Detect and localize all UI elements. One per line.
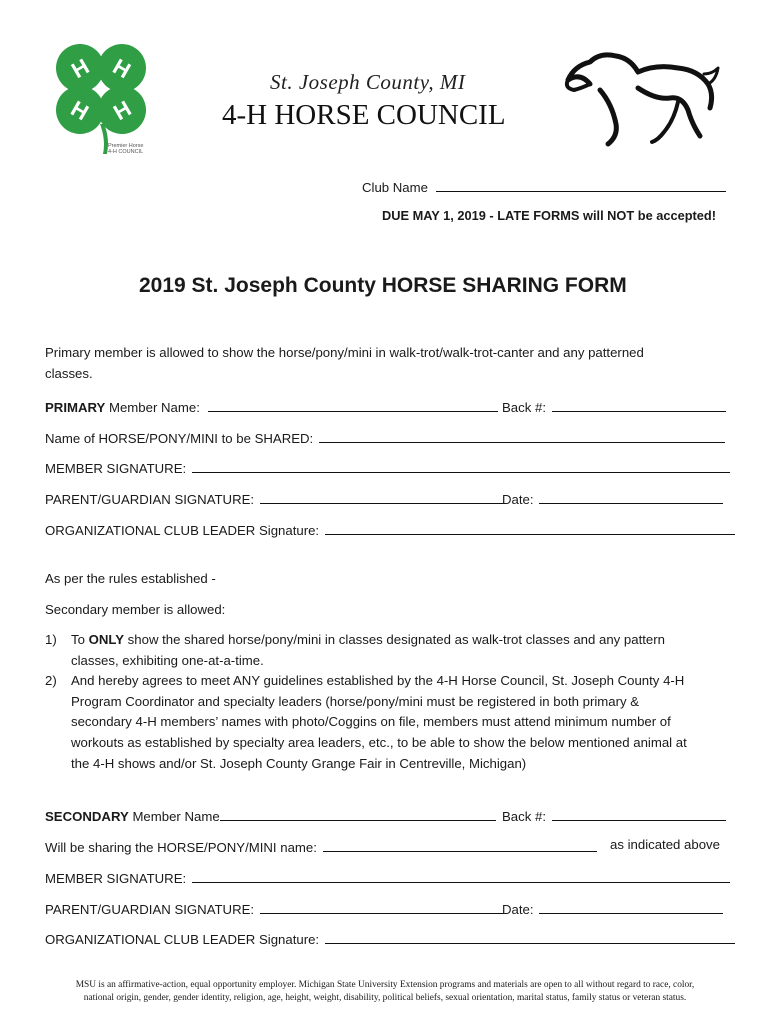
rule-item-2-line4: workouts as established by specialty area leaders, etc., to be able to show the below mentioned animal at: [71, 735, 687, 750]
rule-item-1-line2: classes, exhibiting one-at-a-time.: [71, 653, 264, 668]
secondary-leader-signature-row: [45, 929, 735, 947]
primary-label: PRIMARY: [45, 400, 106, 415]
secondary-parent-signature-row: [45, 899, 506, 917]
clover-caption: Premier Horse 4-H COUNCIL: [108, 143, 144, 155]
primary-leader-signature-label: ORGANIZATIONAL CLUB LEADER Signature:: [45, 523, 320, 538]
rules-intro: As per the rules established -: [45, 571, 216, 586]
secondary-member-signature-field[interactable]: [192, 868, 730, 883]
council-name: 4-H HORSE COUNCIL: [222, 99, 506, 131]
primary-back-label: Back #:: [502, 400, 546, 415]
sharing-label: Will be sharing the HORSE/PONY/MINI name:: [45, 840, 317, 855]
secondary-member-name-label: Member Name: [128, 809, 220, 824]
primary-parent-signature-label: PARENT/GUARDIAN SIGNATURE:: [45, 492, 255, 507]
rule-item-2-line5: the 4-H shows and/or St. Joseph County Grange Fair in Centreville, Michigan): [71, 756, 527, 771]
form-title: 2019 St. Joseph County HORSE SHARING FORM: [139, 274, 627, 297]
secondary-allowed: Secondary member is allowed:: [45, 602, 226, 617]
rule-item-1-text-b: show the shared horse/pony/mini in classes designated as walk-trot classes and any pattern: [124, 632, 665, 647]
secondary-date-label: Date:: [502, 902, 534, 917]
rule-item-1-bold: ONLY: [88, 632, 125, 647]
primary-member-row: [45, 397, 498, 415]
horse-silhouette-icon: [560, 44, 720, 154]
footer-line2: national origin, gender, gender identity, religion, age, height, weight, disability, political beliefs, sexual orientation, marital status, family status or veteran status.: [83, 993, 687, 1003]
club-name-row: [362, 177, 726, 195]
primary-parent-signature-row: [45, 489, 506, 507]
club-name-label: Club Name: [362, 180, 428, 195]
footer-line1: MSU is an affirmative-action, equal opportunity employer. Michigan State University Extension programs and materials are open to all without regard to race, color,: [75, 980, 695, 990]
primary-date-label: Date:: [502, 492, 534, 507]
rule-item-2-line2: Program Coordinator and specialty leaders (horse/pony/mini must be registered in both primary &: [71, 694, 640, 709]
secondary-member-signature-row: [45, 868, 730, 886]
secondary-date-row: [502, 899, 723, 917]
primary-member-name-field[interactable]: [208, 397, 498, 412]
secondary-back-row: [502, 806, 726, 824]
primary-member-signature-field[interactable]: [192, 458, 730, 473]
secondary-leader-signature-field[interactable]: [325, 929, 735, 944]
rule-item-1-number: 1): [45, 632, 57, 647]
secondary-back-field[interactable]: [552, 806, 726, 821]
secondary-parent-signature-label: PARENT/GUARDIAN SIGNATURE:: [45, 902, 255, 917]
rule-item-1-text-a: To: [71, 632, 89, 647]
secondary-date-field[interactable]: [539, 899, 723, 914]
svg-text:H: H: [66, 95, 93, 126]
primary-date-row: [502, 489, 723, 507]
county-line: St. Joseph County, MI: [270, 70, 466, 94]
primary-member-name-label: Member Name:: [105, 400, 200, 415]
svg-text:H: H: [108, 53, 135, 84]
primary-leader-signature-row: [45, 520, 735, 538]
secondary-member-signature-label: MEMBER SIGNATURE:: [45, 871, 187, 886]
svg-text:H: H: [109, 95, 136, 126]
horse-name-field[interactable]: [319, 428, 725, 443]
secondary-leader-signature-label: ORGANIZATIONAL CLUB LEADER Signature:: [45, 932, 320, 947]
horse-name-row: [45, 428, 725, 446]
secondary-back-label: Back #:: [502, 809, 546, 824]
secondary-label: SECONDARY: [45, 809, 129, 824]
primary-back-row: [502, 397, 726, 415]
horse-name-label: Name of HORSE/PONY/MINI to be SHARED:: [45, 431, 314, 446]
clover-logo-icon: [48, 40, 154, 158]
primary-intro-line1: Primary member is allowed to show the horse/pony/mini in walk-trot/walk-trot-canter and any patterned: [45, 345, 644, 360]
primary-back-field[interactable]: [552, 397, 726, 412]
as-indicated-text: as indicated above: [610, 837, 720, 852]
rule-item-2-number: 2): [45, 673, 57, 688]
rule-item-1: [45, 632, 665, 647]
club-name-field[interactable]: [436, 177, 726, 192]
rule-item-2-line3: secondary 4-H members’ names with photo/Coggins on file, members must attend minimum number of: [71, 714, 671, 729]
rule-item-2-line1: And hereby agrees to meet ANY guidelines established by the 4-H Horse Council, St. Joseph County 4-H: [71, 673, 685, 688]
secondary-member-name-field[interactable]: [220, 806, 496, 821]
primary-intro-line2: classes.: [45, 366, 93, 381]
secondary-member-row: [45, 806, 496, 824]
sharing-row: [45, 837, 597, 855]
primary-parent-signature-field[interactable]: [260, 489, 506, 504]
rule-item-2: [45, 673, 684, 688]
sharing-horse-field[interactable]: [323, 837, 597, 852]
primary-leader-signature-field[interactable]: [325, 520, 735, 535]
due-notice: DUE MAY 1, 2019 - LATE FORMS will NOT be accepted!: [382, 208, 716, 223]
primary-date-field[interactable]: [539, 489, 723, 504]
primary-member-signature-label: MEMBER SIGNATURE:: [45, 461, 187, 476]
footer-disclaimer: [20, 979, 750, 1005]
svg-text:H: H: [67, 53, 94, 84]
primary-member-signature-row: [45, 458, 730, 476]
secondary-parent-signature-field[interactable]: [260, 899, 506, 914]
